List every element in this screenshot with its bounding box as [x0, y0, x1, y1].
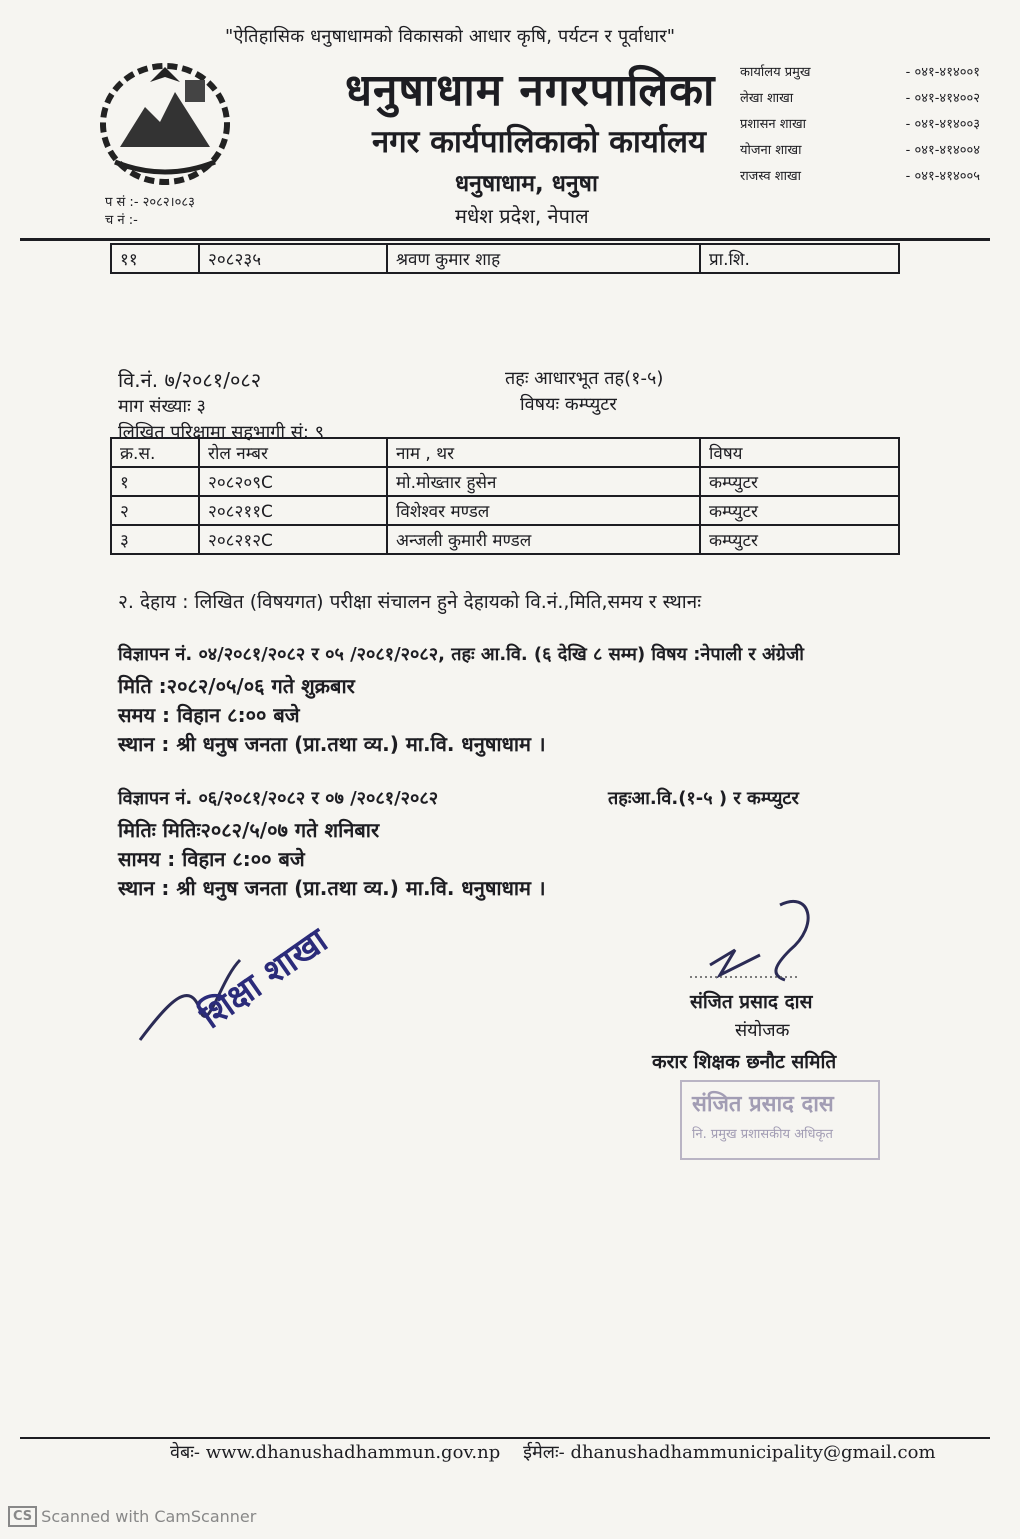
schedule2-adv: विज्ञापन नं. ०६/२०८१/२०८२ र ०७ /२०८१/२०८२ [118, 788, 439, 809]
seal-subtext: नि. प्रमुख प्रशासकीय अधिकृत [692, 1127, 833, 1142]
cell-sn: ३ [111, 525, 199, 554]
table-header-row [111, 438, 899, 467]
schedule1-place: स्थान : श्री धनुष जनता (प्रा.तथा व्य.) मा.वि. धनुषाधाम । [118, 732, 546, 756]
camscanner-watermark [8, 1506, 256, 1527]
contact-phone: - ०४१-४१४००५ [905, 169, 980, 184]
table-row [111, 244, 899, 273]
office-subtitle: नगर कार्यपालिकाको कार्यालय [372, 124, 706, 160]
cell-name: अन्जली कुमारी मण्डल [387, 525, 700, 554]
footer [170, 1440, 936, 1464]
contact-label: राजस्व शाखा [740, 169, 801, 184]
cell-name: श्रवण कुमार शाह [387, 244, 700, 273]
website-link[interactable]: www.dhanushadhammun.gov.np [205, 1442, 501, 1463]
camscanner-logo-icon: CS [8, 1506, 37, 1527]
adv-no: वि.नं. ७/२०८१/०८२ [118, 368, 262, 392]
ref-ps: प सं :- २०८२।०८३ [105, 195, 195, 210]
address-line-1: धनुषाधाम, धनुषा [455, 171, 598, 197]
seal-text: संजित प्रसाद दास [692, 1092, 834, 1117]
contact-phone: - ०४१-४१४००१ [905, 65, 980, 80]
contact-label: कार्यालय प्रमुख [740, 65, 811, 80]
notice-level: तहः आधारभूत तह(१-५) [505, 368, 664, 389]
nepal-emblem-icon [90, 52, 240, 192]
signatory-committee: करार शिक्षक छनौट समिति [652, 1051, 837, 1073]
header-name: नाम , थर [387, 438, 700, 467]
contact-label: योजना शाखा [740, 143, 802, 158]
signatory-role: संयोजक [735, 1020, 790, 1041]
header-sn: क्र.स. [111, 438, 199, 467]
signatory-name: संजित प्रसाद दास [690, 991, 813, 1013]
notice-subject: विषयः कम्प्युटर [520, 394, 617, 415]
contact-label: प्रशासन शाखा [740, 117, 806, 132]
cell-sn: १ [111, 467, 199, 496]
schedule1-adv: विज्ञापन नं. ०४/२०८१/२०८२ र ०५ /२०८१/२०८२, तहः आ.वि. (६ देखि ८ सम्म) विषय :नेपाली र अंग्रेजी [118, 644, 804, 665]
cell-subject: प्रा.शि. [700, 244, 899, 273]
address-line-2: मधेश प्रदेश, नेपाल [455, 204, 589, 228]
cell-subject: कम्प्युटर [700, 496, 899, 525]
schedule-intro: २. देहाय : लिखित (विषयगत) परीक्षा संचालन हुने देहायको वि.नं.,मिति,समय र स्थानः [118, 591, 702, 613]
stamp-text: शिक्षा शाखा [192, 920, 335, 1037]
contact-row [740, 86, 980, 112]
contact-label: लेखा शाखा [740, 91, 794, 106]
candidate-table [110, 437, 900, 555]
web-label: वेबः- [170, 1442, 201, 1463]
cell-roll: २०८२१२C [199, 525, 387, 554]
contact-row [740, 60, 980, 86]
education-section-stamp [130, 920, 340, 1080]
table-row [111, 496, 899, 525]
signature-icon [690, 895, 840, 985]
contact-phone: - ०४१-४१४००२ [905, 91, 980, 106]
footer-rule [20, 1437, 990, 1439]
cell-roll: २०८२११C [199, 496, 387, 525]
camscanner-text: Scanned with CamScanner [41, 1507, 257, 1526]
cell-subject: कम्प्युटर [700, 525, 899, 554]
contact-row [740, 112, 980, 138]
header-subject: विषय [700, 438, 899, 467]
contact-row [740, 138, 980, 164]
participant-count: लिखित परिक्षामा सहभागी सं: ९ [118, 422, 325, 443]
cell-roll: २०८२३५ [199, 244, 387, 273]
cell-name: मो.मोख्तार हुसेन [387, 467, 700, 496]
contact-phone: - ०४१-४१४००३ [905, 117, 980, 132]
cell-roll: २०८२०९C [199, 467, 387, 496]
municipality-title: धनुषाधाम नगरपालिका [345, 65, 716, 116]
official-seal [680, 1080, 880, 1160]
header-roll: रोल नम्बर [199, 438, 387, 467]
schedule2-level: तहःआ.वि.(१-५ ) र कम्प्युटर [608, 788, 799, 809]
table-row [111, 525, 899, 554]
header-rule [20, 238, 990, 241]
cell-sn: ११ [111, 244, 199, 273]
motto: "ऐतिहासिक धनुषाधामको विकासको आधार कृषि, पर्यटन र पूर्वाधार" [225, 26, 676, 47]
prev-row-table [110, 243, 900, 274]
cell-name: विशेश्वर मण्डल [387, 496, 700, 525]
schedule2-place: स्थान : श्री धनुष जनता (प्रा.तथा व्य.) मा.वि. धनुषाधाम । [118, 876, 546, 900]
cell-sn: २ [111, 496, 199, 525]
cell-subject: कम्प्युटर [700, 467, 899, 496]
contact-phone: - ०४१-४१४००४ [905, 143, 980, 158]
ref-chn: च नं :- [105, 213, 138, 228]
email-label: ईमेलः- [523, 1442, 565, 1463]
contact-row [740, 164, 980, 190]
schedule2-date: मितिः मितिः२०८२/५/०७ गते शनिबार [118, 818, 380, 842]
schedule1-time: समय : विहान ८:०० बजे [118, 703, 300, 727]
schedule2-time: सामय : विहान ८:०० बजे [118, 847, 305, 871]
demand-count: माग संख्याः ३ [118, 396, 206, 417]
schedule1-date: मिति :२०८२/०५/०६ गते शुक्रबार [118, 674, 355, 698]
email-link[interactable]: dhanushadhammunicipality@gmail.com [570, 1442, 936, 1463]
table-row [111, 467, 899, 496]
contact-list [740, 60, 980, 190]
